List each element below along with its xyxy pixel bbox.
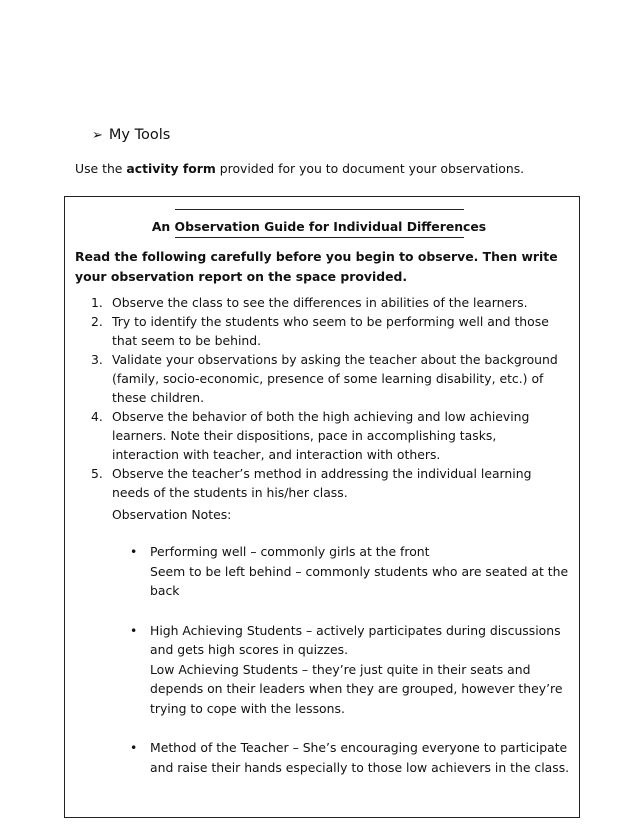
note-line: Low Achieving Students – they’re just quite in their seats and depends on their leaders when they are grouped, however they’re trying to cope with the lessons. [150,661,563,716]
step-text: Observe the behavior of both the high achieving and low achieving learners. Note their dispositions, pace in accomplishing tasks, interaction with teacher, and interaction with others. [112,409,530,462]
note-line: Seem to be left behind – commonly students who are seated at the back [150,563,569,598]
steps-list [91,293,567,502]
step-text: Observe the class to see the differences in abilities of the learners. [112,295,528,310]
title-top-rule [175,209,464,210]
step-item [91,293,567,312]
step-number: 4. [91,409,103,424]
step-number: 1. [91,295,103,310]
step-item [91,464,567,502]
step-item [91,407,567,464]
intro-text [75,161,524,176]
step-text: Observe the teacher’s method in addressing the individual learning needs of the students in his/her class. [112,466,532,500]
title-bottom-rule [175,237,464,238]
notes-list [130,542,570,797]
intro-after: provided for you to document your observations. [215,161,525,176]
step-number: 5. [91,466,103,481]
bullet-icon: • [130,544,138,559]
guide-title: An Observation Guide for Individual Differences [151,219,487,234]
step-item [91,350,567,407]
observation-guide-box [64,196,580,818]
step-text: Validate your observations by asking the teacher about the background (family, socio-economic, presence of some learning disability, etc.) of these children. [112,352,558,405]
note-line: Method of the Teacher – She’s encouraging everyone to participate and raise their hands especially to those low achievers in the class. [150,740,570,775]
my-tools-heading [92,127,170,143]
my-tools-label: My Tools [108,127,171,143]
arrow-bullet-icon: ➢ [92,127,103,143]
bullet-icon: • [130,740,138,755]
intro-bold: activity form [126,161,216,176]
step-item [91,312,567,350]
note-line: Performing well – commonly girls at the front [150,544,430,559]
note-line: High Achieving Students – actively participates during discussions and gets high scores in quizzes. [150,622,561,657]
step-number: 2. [91,314,103,329]
step-text: Try to identify the students who seem to be performing well and those that seem to be behind. [112,314,549,348]
intro-before: Use the [75,161,127,176]
notes-title: Observation Notes: [112,507,232,522]
bullet-icon: • [130,622,138,638]
note-item [130,542,570,601]
guide-instructions: Read the following carefully before you begin to observe. Then write your observation report on the space provided. [75,249,558,284]
note-item [130,621,570,719]
note-item [130,738,570,777]
step-number: 3. [91,352,103,367]
